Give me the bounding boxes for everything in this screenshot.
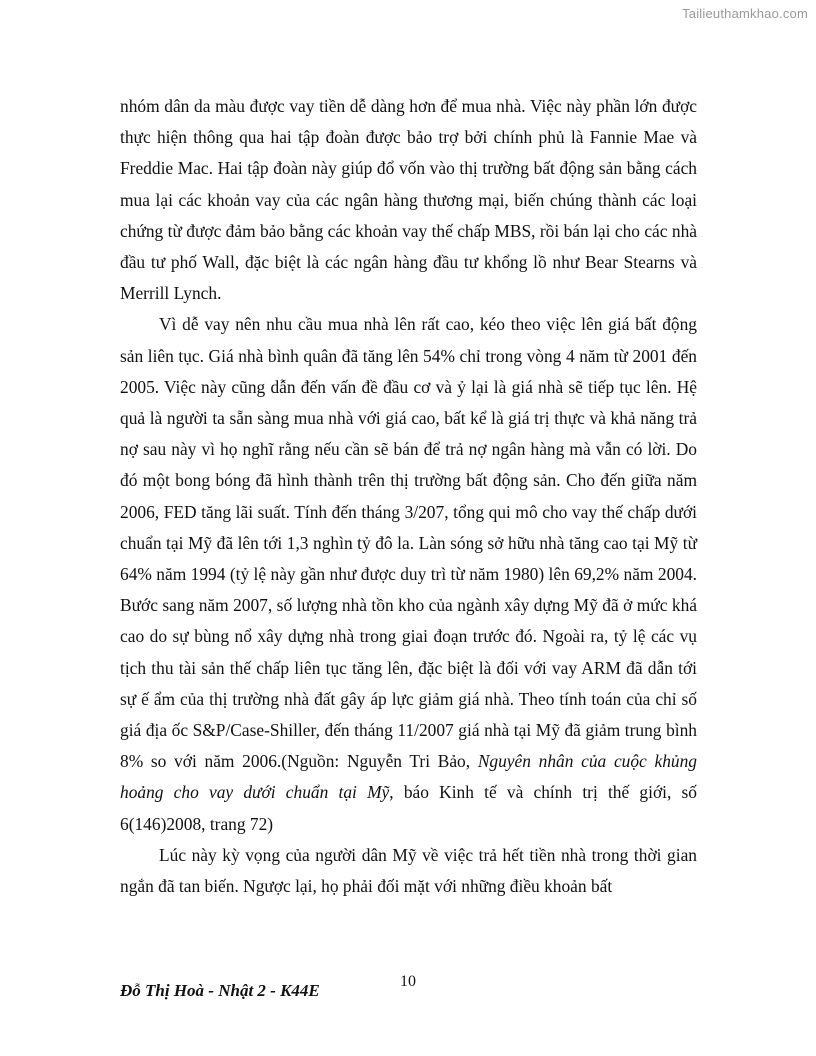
document-body (120, 91, 697, 902)
paragraph-2-text-before: Vì dễ vay nên nhu cầu mua nhà lên rất cao, kéo theo việc lên giá bất động sản liên tục. Giá nhà bình quân đã tăng lên 54% chỉ trong vòng 4 năm từ 2001 đến 2005. Việc này cũng dẫn đến vấn đề đầu cơ và ỷ lại là giá nhà sẽ tiếp tục lên. Hệ quả là người ta sẵn sàng mua nhà với giá cao, bất kể là giá trị thực và khả năng trả nợ sau này vì họ nghĩ rằng nếu cần sẽ bán để trả nợ ngân hàng mà vẫn có lời. Do đó một bong bóng đã hình thành trên thị trường bất động sản. Cho đến giữa năm 2006, FED tăng lãi suất. Tính đến tháng 3/207, tổng qui mô cho vay thế chấp dưới chuẩn tại Mỹ đã lên tới 1,3 nghìn tỷ đô la. Làn sóng sở hữu nhà tăng cao tại Mỹ từ 64% năm 1994 (tỷ lệ này gần như được duy trì từ năm 1980) lên 69,2% năm 2004. Bước sang năm 2007, số lượng nhà tồn kho của ngành xây dựng Mỹ đã ở mức khá cao do sự bùng nổ xây dựng nhà trong giai đoạn trước đó. Ngoài ra, tỷ lệ các vụ tịch thu tài sản thế chấp liên tục tăng lên, đặc biệt là đối với vay ARM đã dẫn tới sự ế ẩm của thị trường nhà đất gây áp lực giảm giá nhà. Theo tính toán của chỉ số giá địa ốc S&P/Case-Shiller, đến tháng 11/2007 giá nhà tại Mỹ đã giảm trung bình 8% so với năm 2006.(Nguồn: Nguyễn Tri Bảo, (120, 314, 697, 772)
paragraph-2-text-after: , báo Kinh tế và chính trị thế giới, số 6(146)2008, trang 72) (120, 782, 697, 834)
paragraph-1: nhóm dân da màu được vay tiền dễ dàng hơn để mua nhà. Việc này phần lớn được thực hiện thông qua hai tập đoàn được bảo trợ bởi chính phủ là Fannie Mae và Freddie Mac. Hai tập đoàn này giúp đổ vốn vào thị trường bất động sản bằng cách mua lại các khoản vay của các ngân hàng thương mại, biến chúng thành các loại chứng từ được đảm bảo bằng các khoản vay thế chấp MBS, rồi bán lại cho các nhà đầu tư phố Wall, đặc biệt là các ngân hàng đầu tư khổng lồ như Bear Stearns và Merrill Lynch. (120, 96, 697, 304)
page-number-text: 10 (400, 973, 416, 990)
footer-author: Đỗ Thị Hoà - Nhật 2 - K44E (120, 981, 320, 1000)
paragraph-2 (120, 309, 697, 839)
paragraph-3: Lúc này kỳ vọng của người dân Mỹ về việc trả hết tiền nhà trong thời gian ngắn đã tan biến. Ngược lại, họ phải đối mặt với những điều khoản bất (120, 844, 697, 897)
citation-title: Nguyên nhân của cuộc khủng hoảng cho vay dưới chuẩn tại Mỹ (120, 751, 697, 803)
watermark-text: Tailieuthamkhao.com (682, 6, 808, 21)
